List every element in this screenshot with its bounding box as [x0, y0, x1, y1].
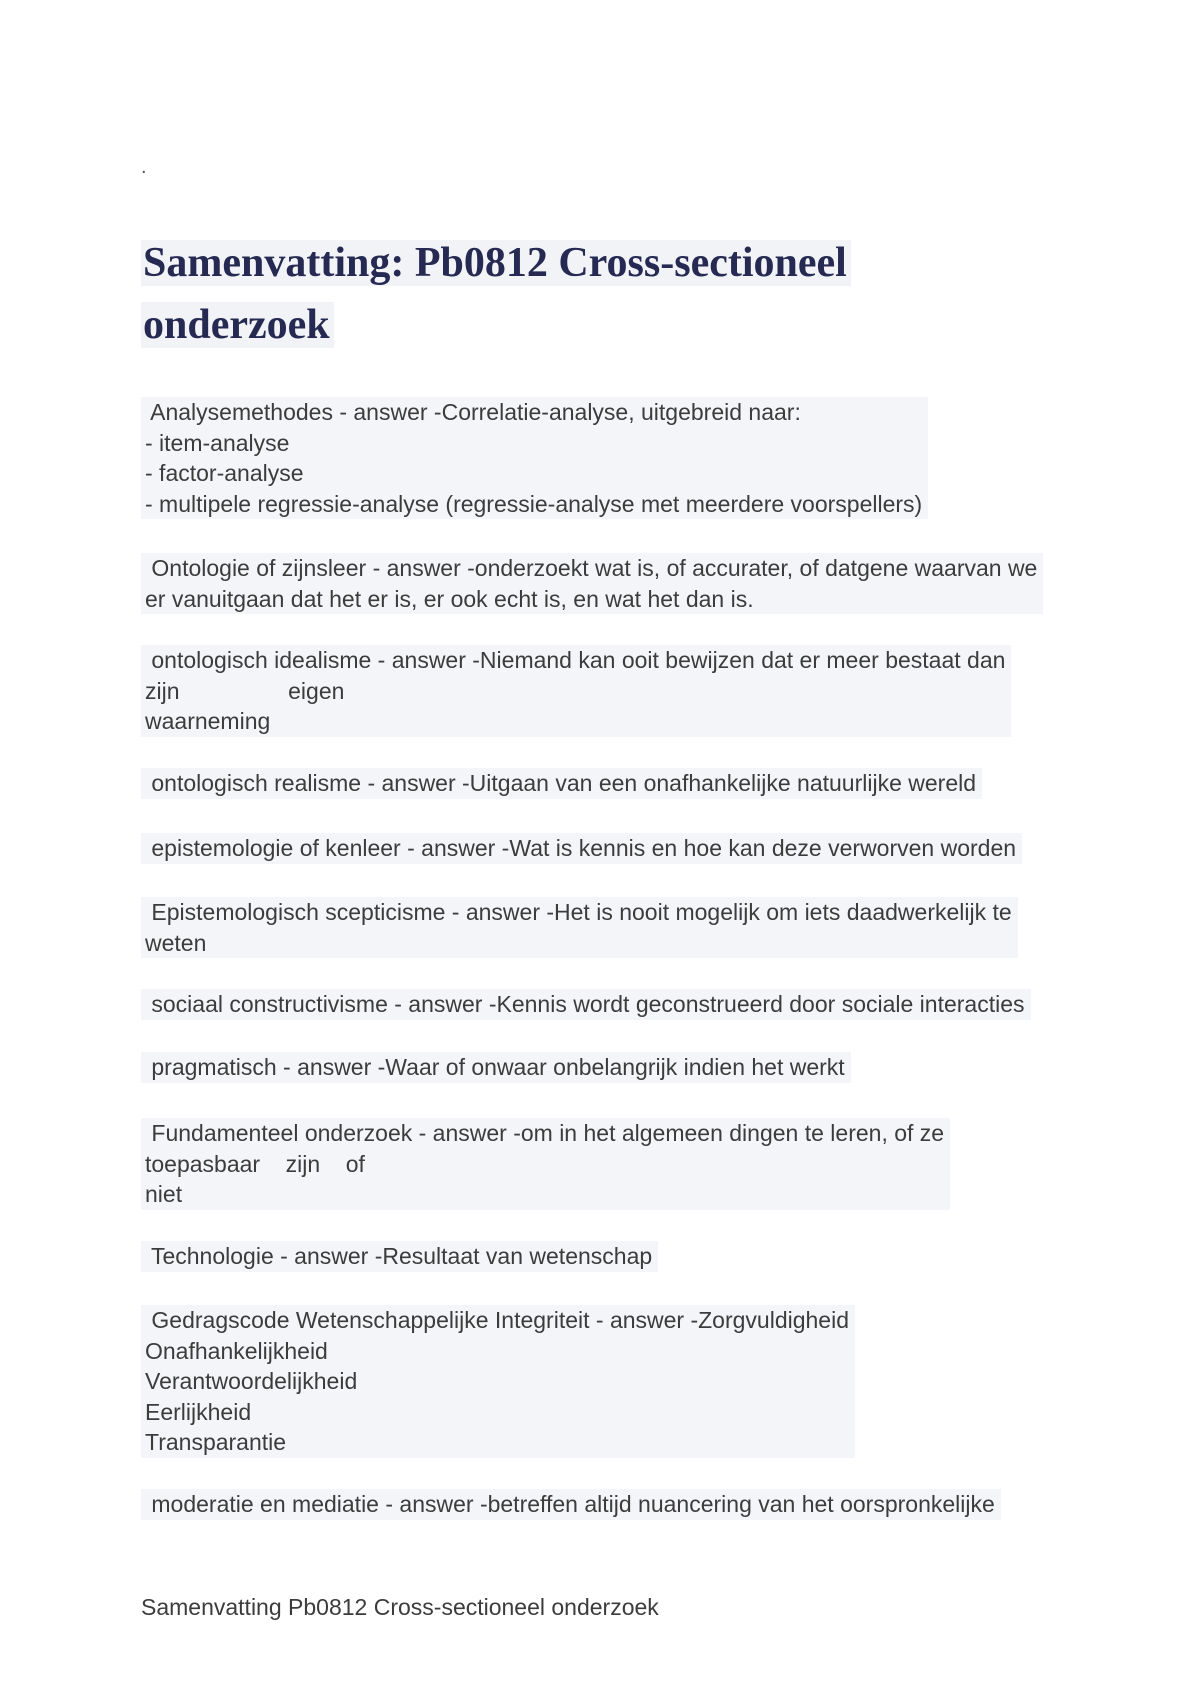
flashcard-entry: [141, 989, 1081, 1020]
flashcard-entry: [141, 397, 1081, 519]
flashcard-entry: [141, 1305, 1081, 1458]
entry-line: Gedragscode Wetenschappelijke Integriteit - answer -Zorgvuldigheid: [145, 1307, 850, 1333]
entry-line: er vanuitgaan dat het er is, er ook echt is, en wat het dan is.: [145, 585, 754, 612]
entry-line: - factor-analyse: [145, 460, 304, 486]
entry-line: - item-analyse: [145, 429, 290, 456]
entry-highlight: [141, 1489, 1001, 1520]
entry-line: - multipele regressie-analyse (regressie-analyse met meerdere voorspellers): [145, 490, 923, 517]
page-footer: Samenvatting Pb0812 Cross-sectioneel onderzoek: [141, 1594, 659, 1620]
entry-line: ontologisch realisme - answer -Uitgaan van een onafhankelijke natuurlijke wereld: [145, 770, 977, 796]
entry-line: Transparantie: [145, 1429, 287, 1455]
entry-highlight: [141, 1052, 851, 1083]
entry-line: sociaal constructivisme - answer -Kennis wordt geconstrueerd door sociale interacties: [145, 991, 1025, 1017]
flashcard-entry: [141, 1241, 1081, 1272]
entry-line: Eerlijkheid: [145, 1398, 252, 1425]
entry-highlight: [141, 553, 1043, 614]
page-marker-dot: .: [141, 156, 147, 178]
entry-line: Epistemologisch scepticisme - answer -Het is nooit mogelijk om iets daadwerkelijk te: [145, 899, 1012, 925]
entry-highlight: [141, 833, 1022, 864]
entry-line: Verantwoordelijkheid: [145, 1368, 358, 1394]
flashcard-entry: [141, 1052, 1081, 1083]
entry-line: Technologie - answer -Resultaat van wetenschap: [145, 1243, 653, 1269]
entry-line: epistemologie of kenleer - answer -Wat is kennis en hoe kan deze verworven worden: [145, 835, 1017, 861]
flashcard-entry: [141, 833, 1081, 864]
entry-line: niet: [145, 1181, 183, 1207]
entry-line: Analysemethodes - answer -Correlatie-analyse, uitgebreid naar:: [145, 399, 801, 425]
entry-highlight: [141, 1118, 950, 1210]
entry-line: toepasbaar zijn of: [145, 1150, 365, 1177]
entry-line: pragmatisch - answer -Waar of onwaar onbelangrijk indien het werkt: [145, 1054, 845, 1080]
flashcard-entry: [141, 1489, 1081, 1520]
entry-highlight: [141, 645, 1011, 737]
entry-line: ontologisch idealisme - answer -Niemand kan ooit bewijzen dat er meer bestaat dan: [145, 647, 1006, 673]
entry-highlight: [141, 768, 982, 799]
flashcard-entry: [141, 1118, 1081, 1210]
entry-line: moderatie en mediatie - answer -betreffen altijd nuancering van het oorspronkelijke: [145, 1491, 995, 1517]
entry-line: Ontologie of zijnsleer - answer -onderzoekt wat is, of accurater, of datgene waarvan we: [145, 555, 1038, 581]
title-line-2: onderzoek: [141, 302, 334, 348]
entry-highlight: [141, 1241, 658, 1272]
entry-line: weten: [145, 929, 207, 956]
flashcard-entry: [141, 553, 1081, 614]
entry-highlight: [141, 897, 1018, 958]
flashcard-entry: [141, 768, 1081, 799]
flashcard-entry: [141, 897, 1081, 958]
flashcard-entry: [141, 645, 1081, 737]
entry-highlight: [141, 397, 928, 519]
entry-line: zijn eigen: [145, 677, 345, 704]
entry-highlight: [141, 1305, 855, 1458]
entry-line: Onafhankelijkheid: [145, 1337, 328, 1364]
document-title: [141, 232, 851, 356]
entry-line: waarneming: [145, 708, 271, 734]
entry-highlight: [141, 989, 1031, 1020]
entry-line: Fundamenteel onderzoek - answer -om in het algemeen dingen te leren, of ze: [145, 1120, 945, 1146]
title-line-1: Samenvatting: Pb0812 Cross-sectioneel: [141, 240, 851, 286]
